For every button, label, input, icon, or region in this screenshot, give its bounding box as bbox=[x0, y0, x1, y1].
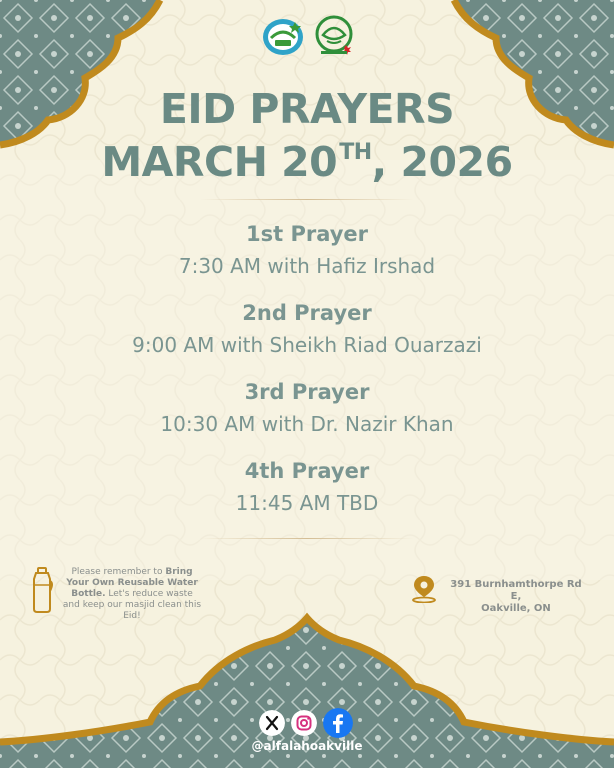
poster-date bbox=[0, 130, 614, 185]
social-handle[interactable]: @alfalahoakville bbox=[251, 739, 363, 753]
date-year: , 2026 bbox=[371, 138, 513, 186]
water-bottle-note bbox=[62, 567, 202, 622]
x-icon[interactable] bbox=[259, 710, 285, 736]
note-bold: Bring Your Own Reusable Water Bottle. bbox=[66, 567, 198, 599]
divider-bottom bbox=[200, 538, 414, 539]
address-line-2: Oakville, ON bbox=[481, 603, 551, 614]
prayer-2-title: 2nd Prayer bbox=[242, 301, 372, 325]
note-text-1: Please remember to bbox=[71, 567, 166, 577]
note-text-2: Let's reduce waste and keep our masjid clean this Eid! bbox=[62, 589, 202, 621]
prayer-1-detail: 7:30 AM with Hafiz Irshad bbox=[178, 254, 436, 278]
prayer-4-detail: 11:45 AM TBD bbox=[235, 491, 379, 515]
address bbox=[446, 579, 586, 615]
instagram-icon[interactable] bbox=[291, 710, 317, 736]
date-ordinal-suffix: TH bbox=[339, 140, 372, 165]
address-line-1: 391 Burnhamthorpe Rd E, bbox=[450, 579, 582, 602]
date-text: MARCH 20 bbox=[101, 138, 338, 186]
prayer-1-title: 1st Prayer bbox=[245, 222, 369, 246]
poster-title: EID PRAYERS bbox=[159, 85, 455, 133]
location-pin-icon bbox=[411, 575, 437, 603]
prayer-3-title: 3rd Prayer bbox=[244, 380, 370, 404]
prayer-4-title: 4th Prayer bbox=[244, 459, 370, 483]
facebook-icon[interactable] bbox=[323, 708, 353, 738]
divider-top bbox=[200, 199, 414, 200]
prayer-2-detail: 9:00 AM with Sheikh Riad Ouarzazi bbox=[132, 333, 482, 357]
prayer-3-detail: 10:30 AM with Dr. Nazir Khan bbox=[160, 412, 454, 436]
al-falah-logo bbox=[261, 16, 307, 58]
icna-canada-logo bbox=[313, 15, 355, 57]
water-bottle-icon bbox=[29, 567, 55, 613]
